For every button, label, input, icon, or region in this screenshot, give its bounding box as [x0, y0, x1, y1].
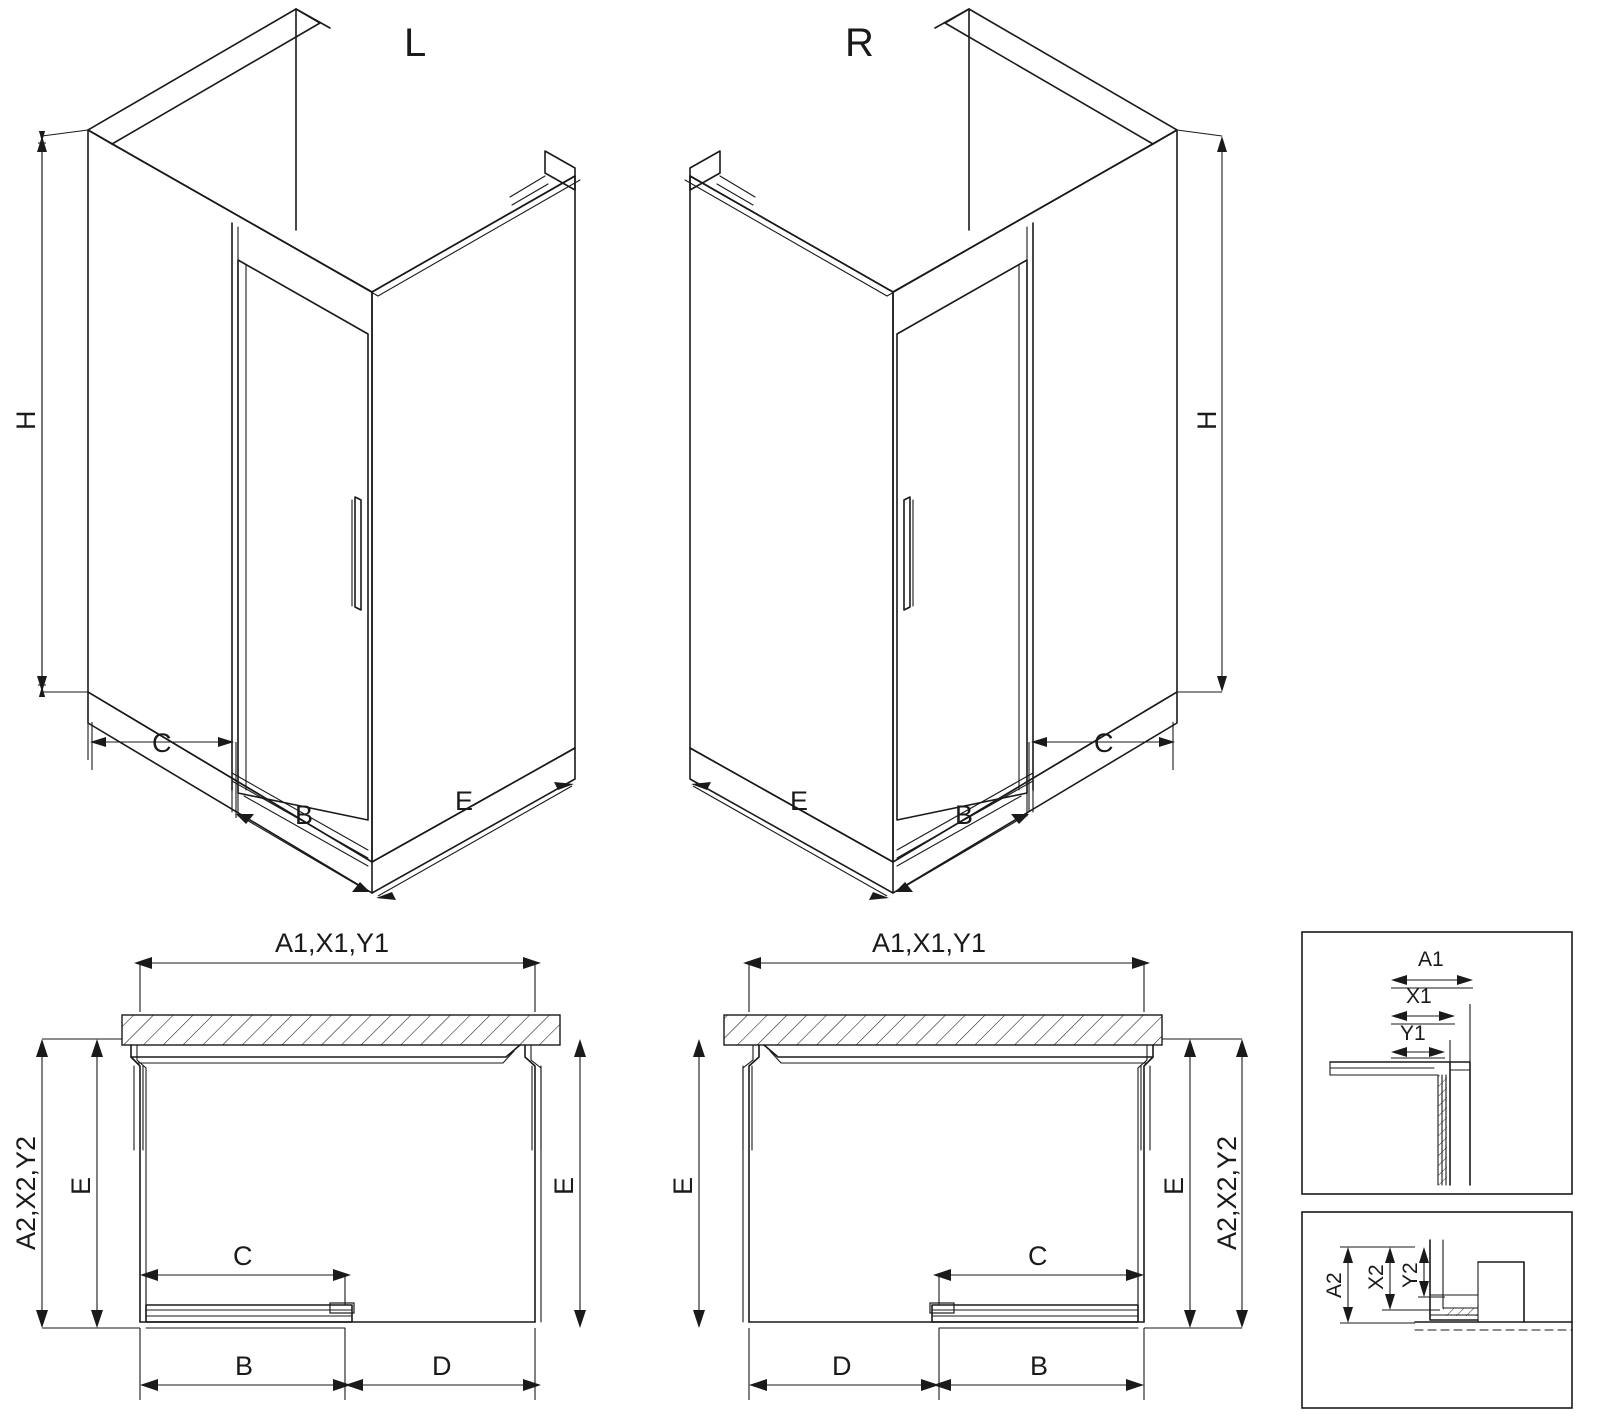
detail-view-bottom: [1302, 1212, 1572, 1408]
plan-left-mid-dim-label: C: [233, 1241, 253, 1271]
detail-bottom-dim1-label: A2: [1323, 1272, 1346, 1298]
plan-left-inner-right-dim-label: E: [549, 1176, 579, 1195]
iso-view-left: [11, 9, 580, 900]
iso-left-width-label: E: [455, 786, 474, 816]
iso-view-right: [685, 9, 1227, 900]
detail-top-dim3-label: Y1: [1400, 1022, 1426, 1045]
plan-right-side-dim-label: A2,X2,Y2: [1212, 1135, 1242, 1250]
plan-right-inner-right-dim-label: E: [1159, 1176, 1189, 1195]
iso-left-variant-label: L: [404, 21, 427, 65]
plan-right-bottom-left-dim-label: D: [832, 1351, 852, 1381]
plan-right-bottom-right-dim-label: B: [1030, 1351, 1049, 1381]
iso-left-height-label: H: [11, 410, 41, 430]
iso-right-height-label: H: [1192, 410, 1222, 430]
plan-view-right: [668, 928, 1248, 1400]
iso-right-width-label: E: [790, 786, 809, 816]
iso-right-variant-label: R: [845, 21, 874, 65]
iso-left-door-label: B: [295, 800, 314, 830]
plan-left-bottom-right-dim-label: D: [432, 1351, 452, 1381]
plan-left-inner-left-dim-label: E: [66, 1176, 96, 1195]
iso-left-depth-label: C: [152, 728, 172, 758]
plan-left-bottom-left-dim-label: B: [235, 1351, 254, 1381]
plan-view-left: [11, 928, 586, 1400]
iso-right-depth-label: C: [1094, 728, 1114, 758]
plan-right-mid-dim-label: C: [1028, 1241, 1048, 1271]
detail-top-dim1-label: A1: [1418, 948, 1444, 971]
detail-bottom-dim3-label: Y2: [1399, 1262, 1422, 1288]
plan-left-top-dim-label: A1,X1,Y1: [275, 928, 390, 958]
plan-right-inner-left-dim-label: E: [668, 1176, 698, 1195]
detail-bottom-dim2-label: X2: [1365, 1264, 1388, 1290]
plan-left-side-dim-label: A2,X2,Y2: [11, 1135, 41, 1250]
detail-top-dim2-label: X1: [1406, 985, 1432, 1008]
detail-view-top: [1302, 932, 1572, 1194]
plan-right-top-dim-label: A1,X1,Y1: [872, 928, 987, 958]
iso-right-door-label: B: [955, 800, 974, 830]
